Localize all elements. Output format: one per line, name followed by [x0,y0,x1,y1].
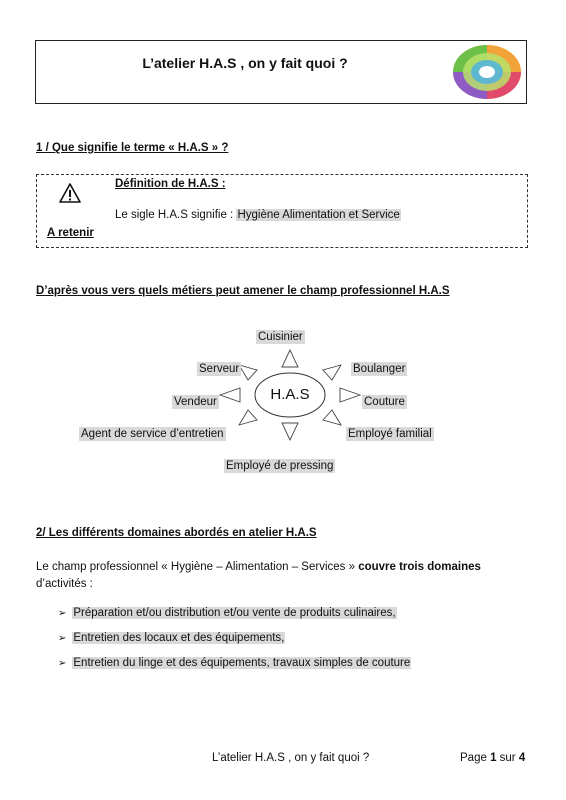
intro-prefix: Le champ professionnel « Hygiène – Alimentation – Services » [36,561,359,573]
footer-title: L’atelier H.A.S , on y fait quoi ? [212,752,370,764]
definition-text [115,209,401,221]
has-center-label: H.A.S [270,386,310,403]
page-indicator [460,752,525,764]
page-current: 1 [490,752,497,764]
job-agent-entretien: Agent de service d’entretien [81,428,224,440]
retain-label: A retenir [47,227,94,239]
list-item [58,657,411,669]
definition-text-prefix: Le sigle H.A.S signifie : [115,209,237,221]
job-vendeur: Vendeur [174,396,217,408]
job-serveur: Serveur [199,363,240,375]
job-cuisinier: Cuisinier [258,331,303,343]
page-prefix: Page [460,752,491,764]
job-boulanger: Boulanger [353,363,406,375]
ray-top [282,350,298,367]
arrow-bullet-icon: ➢ [58,658,67,669]
list-item-text: Préparation et/ou distribution et/ou vente de produits culinaires, [73,607,396,619]
arrow-bullet-icon: ➢ [58,608,67,619]
warning-triangle-icon [58,182,82,204]
job-couture: Couture [364,396,405,408]
list-item [58,607,397,619]
list-item-text: Entretien du linge et des équipements, travaux simples de couture [73,657,411,669]
ray-left [220,388,240,402]
definition-highlight: Hygiène Alimentation et Service [237,209,400,221]
ray-bottom-right [323,410,341,425]
list-item-text: Entretien des locaux et des équipements, [73,632,285,644]
definition-title: Définition de H.A.S : [115,178,226,190]
job-employe-familial: Employé familial [348,428,432,440]
ray-top-left [239,365,257,380]
arrow-bullet-icon: ➢ [58,633,67,644]
section2-intro [36,559,526,593]
job-employe-pressing: Employé de pressing [226,460,334,472]
ray-bottom-left [239,410,257,425]
logo-wheel-icon [452,44,522,100]
section1-heading: 1 / Que signifie le terme « H.A.S » ? [36,142,229,154]
list-item [58,632,285,644]
ray-right [340,388,360,402]
intro-bold: couvre trois domaines [358,561,481,573]
jobs-heading: D’après vous vers quels métiers peut amener le champ professionnel H.A.S [36,285,450,297]
page-title: L’atelier H.A.S , on y fait quoi ? [142,55,348,71]
page-total: 4 [518,752,526,764]
intro-suffix: d’activités : [36,578,93,590]
ray-top-right [323,365,341,380]
section2-heading: 2/ Les différents domaines abordés en atelier H.A.S [36,527,317,539]
page-sep: sur [496,752,519,764]
ray-bottom [282,423,298,440]
